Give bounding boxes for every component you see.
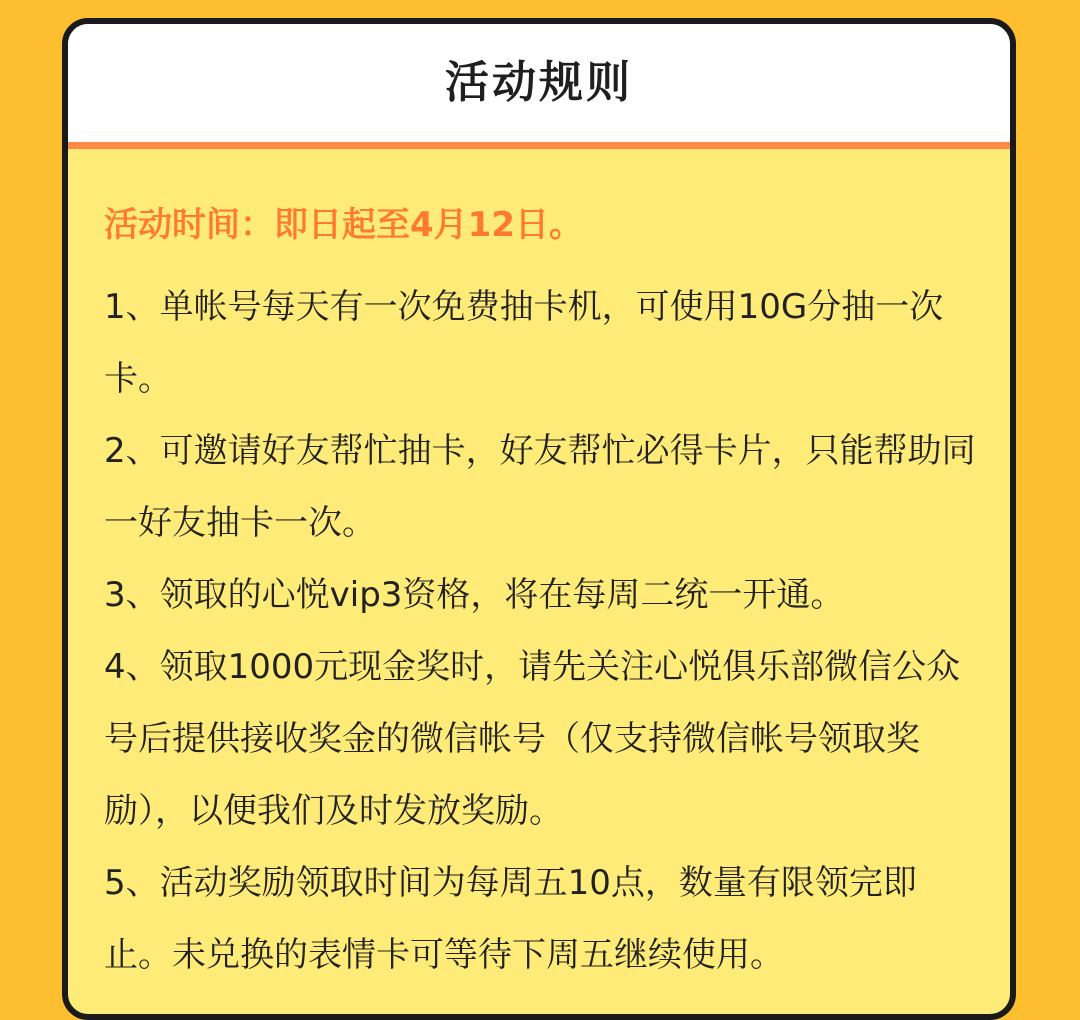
- page-title: 活动规则: [445, 57, 633, 108]
- rule-item-4: 4、领取1000元现金奖时，请先关注心悦俱乐部微信公众号后提供接收奖金的微信帐号（仅支持微信帐号领取奖励），以便我们及时发放奖励。: [104, 647, 961, 831]
- rules-body: [68, 149, 1010, 991]
- rules-card: [62, 18, 1016, 1020]
- activity-time: 活动时间：即日起至4月12日。: [104, 205, 583, 245]
- card-header: [68, 24, 1010, 149]
- rule-item-3: 3、领取的心悦vip3资格，将在每周二统一开通。: [104, 575, 845, 615]
- rule-item-1: 1、单帐号每天有一次免费抽卡机，可使用10G分抽一次卡。: [104, 287, 944, 399]
- rule-item-5: 5、活动奖励领取时间为每周五10点，数量有限领完即止。未兑换的表情卡可等待下周五继续使用。: [104, 863, 917, 975]
- rule-item-2: 2、可邀请好友帮忙抽卡，好友帮忙必得卡片，只能帮助同一好友抽卡一次。: [104, 431, 976, 543]
